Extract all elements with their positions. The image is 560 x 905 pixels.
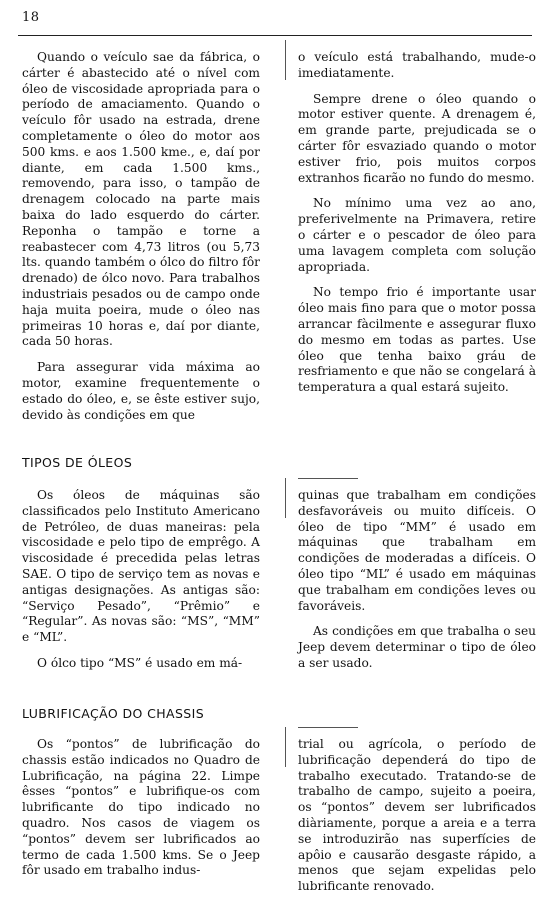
tipos-paragraph: Os óleos de máquinas são classificados pelo Instituto Americano de Petróleo, de duas maneiras: pela viscosidade e pelo tipo de emprêgo. A viscosidade é precedida pelas letras SAE. O tipo de serviço tem as novas e antigas designações. As antigas são: “Serviço Pesado”, “Prêmio” e “Regular”. As novas são: “MS”, “MM” e “ML”. [22, 488, 260, 645]
tipos-right-column [298, 488, 536, 682]
column-divider [285, 727, 286, 767]
lubrificacao-left-column [22, 737, 260, 889]
column-divider [285, 478, 286, 518]
intro-paragraph: No tempo frio é importante usar óleo mais fino para que o motor possa arrancar fàcilmente e assegurar fluxo do mesmo em todas as partes. Use óleo que tenha baixo gráu de resfriamento e que não se congelará à temperatura a qual estará sujeito. [298, 285, 536, 395]
intro-paragraph: No mínimo uma vez ao ano, preferivelmente na Primavera, retire o cárter e o pescador de óleo para uma lavagem completa com solução apropriada. [298, 196, 536, 274]
intro-paragraph: Sempre drene o óleo quando o motor estiver quente. A drenagem é, em grande parte, prejudicada se o cárter fôr esvaziado quando o motor estiver frio, pois muitos corpos extranhos ficarão no fundo do mesmo. [298, 91, 536, 185]
intro-paragraph: Quando o veículo sae da fábrica, o cárter é abastecido até o nível com óleo de viscosidade apropriada para o período de amaciamento. Quando o veículo fôr usado na estrada, drene completamente o óleo do motor aos 500 kms. e aos 1.500 kme., e, daí por diante, em cada 1.500 kms., removendo, para isso, o tampão de drenagem colocado na parte mais baixa do lado esquerdo do cárter. Reponha o tampão e torne a reabastecer com 4,73 litros (ou 5,73 lts. quando também o ólco do filtro fôr drenado) de ólco novo. Para trabalhos industriais pesados ou de campo onde haja muita poeira, mude o óleo nas primeiras 10 horas e, daí por diante, cada 50 horas. [22, 50, 260, 349]
column-rule [298, 727, 358, 728]
section-heading-lubrificacao: LUBRIFICAÇÃO DO CHASSIS [22, 706, 205, 721]
section-heading-tipos: TIPOS DE ÓLEOS [22, 455, 133, 470]
header-rule [18, 35, 532, 36]
tipos-paragraph: quinas que trabalham em condições desfavoráveis ou muito difíceis. O óleo de tipo “MM” é usado em máquinas que trabalham em condições de moderadas a difíceis. O óleo tipo “ML” é usado em máquinas que trabalham em condições leves ou favoráveis. [298, 488, 536, 613]
intro-paragraph: Para assegurar vida máxima ao motor, examine frequentemente o estado do óleo, e, se êste estiver sujo, devido às condições em que [22, 360, 260, 422]
tipos-left-column [22, 488, 260, 682]
lubrificacao-right-column [298, 737, 536, 905]
intro-left-column [22, 50, 260, 433]
column-rule [298, 478, 358, 479]
page-number: 18 [22, 10, 40, 25]
lubrificacao-paragraph: Os “pontos” de lubrificação do chassis estão indicados no Quadro de Lubrificação, na página 22. Limpe êsses “pontos” e lubrifique-os com lubrificante do tipo indicado no quadro. Nos casos de viagem os “pontos” devem ser lubrificados ao termo de cada 1.500 kms. Se o Jeep fôr usado em trabalho indus- [22, 737, 260, 878]
tipos-paragraph: O ólco tipo “MS” é usado em má- [37, 655, 243, 670]
lubrificacao-paragraph: trial ou agrícola, o período de lubrificação dependerá do tipo de trabalho executado. Tratando-se de trabalho de campo, sujeito a poeira, os “pontos” devem ser lubrificados diàriamente, porque a areia e a terra se introduzirão nas superfícies de apôio e causarão desgaste rápido, a menos que sejam expelidas pelo lubrificante renovado. [298, 737, 536, 894]
tipos-paragraph: As condições em que trabalha o seu Jeep devem determinar o tipo de óleo a ser usado. [298, 624, 536, 670]
column-divider [285, 40, 286, 80]
intro-paragraph: o veículo está trabalhando, mude-o imediatamente. [298, 50, 536, 80]
intro-right-column [298, 50, 536, 406]
